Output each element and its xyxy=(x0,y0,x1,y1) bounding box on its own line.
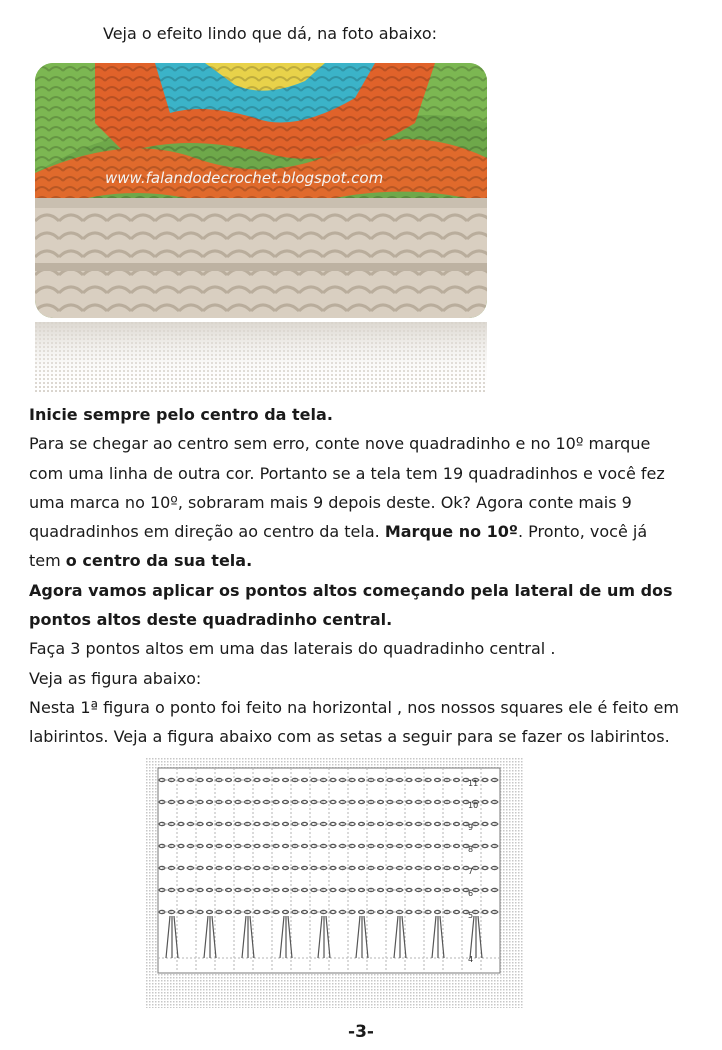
chart-row-number: 7 xyxy=(468,867,474,876)
chart-row-number: 5 xyxy=(468,911,474,920)
body-text xyxy=(29,400,679,752)
crochet-chart-icon xyxy=(146,758,524,1008)
crochet-photo xyxy=(35,63,487,318)
paragraph-figure-description: Nesta 1ª figura o ponto foi feito na horizontal , nos nossos squares ele é feito em labirintos. Veja a figura abaixo com as setas a seguir para se fazer os labirintos. xyxy=(29,697,679,747)
page-number: -3- xyxy=(348,1022,374,1042)
crochet-photo-icon xyxy=(35,63,487,318)
paragraph-three-stitches: Faça 3 pontos altos em uma das laterais do quadradinho central . xyxy=(29,639,556,659)
bold-center: o centro da sua tela. xyxy=(65,551,253,571)
paragraph-part: . Pronto, você já tem xyxy=(29,522,648,571)
chart-row-number: 11 xyxy=(468,779,479,788)
heading-start-center: Inicie sempre pelo centro da tela. xyxy=(29,405,333,424)
intro-text: Veja o efeito lindo que dá, na foto abaixo: xyxy=(103,24,438,43)
crochet-chart-figure xyxy=(146,758,524,1008)
paragraph-part: Para se chegar ao centro sem erro, conte nove quadradinho e no 10º marque com uma linha de outra cor. Portanto se a tela tem 19 quadradinhos e você fez uma marca no 10º, sobraram mais 9 depois deste. Ok? Agora conte mais 9 quadradinhos em direção ao centro da tela. xyxy=(29,434,665,542)
heading-apply-stitches: Agora vamos aplicar os pontos altos começando pela lateral de um dos pontos altos deste quadradinho central. xyxy=(29,580,673,630)
chart-row-number: 8 xyxy=(468,845,474,854)
paragraph-center-instructions xyxy=(29,429,679,575)
bold-mark-tenth: Marque no 10º xyxy=(384,522,518,542)
chart-row-number: 6 xyxy=(468,889,474,898)
chart-row-number: 10 xyxy=(468,801,479,810)
chart-row-number: 4 xyxy=(468,955,474,964)
photo-watermark: www.falandodecrochet.blogspot.com xyxy=(105,169,384,187)
chart-row-number: 9 xyxy=(468,823,474,832)
photo-reflection xyxy=(35,322,487,392)
paragraph-see-figures: Veja as figura abaixo: xyxy=(29,668,202,688)
